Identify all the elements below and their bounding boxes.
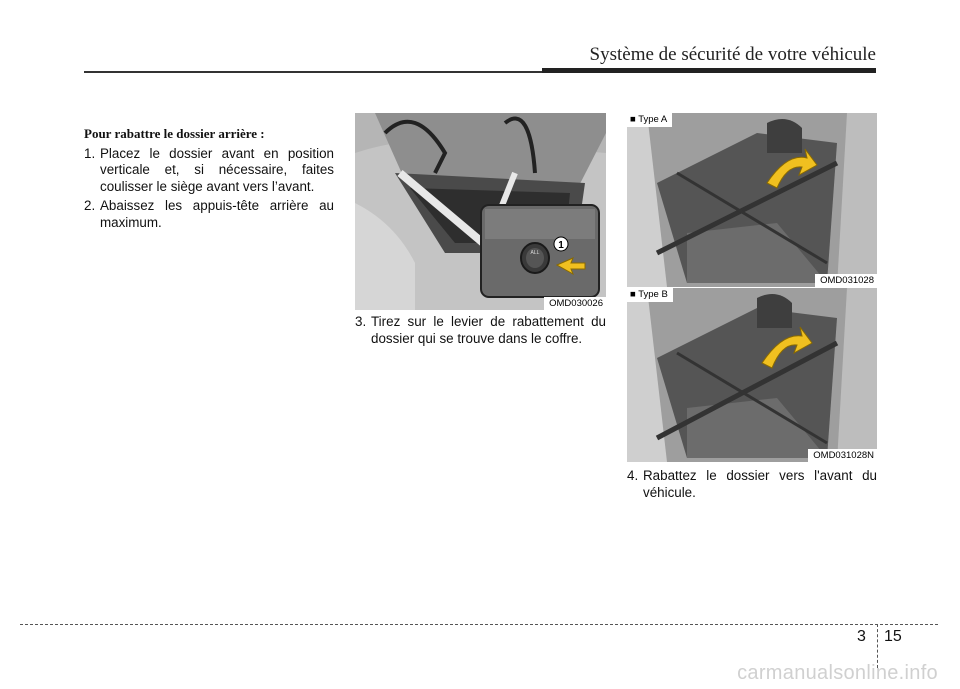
step-4 <box>627 468 877 501</box>
footer-rule <box>20 624 938 625</box>
type-label: ■ Type B <box>627 288 673 302</box>
trunk-lever-photo <box>355 113 606 310</box>
step-number: 1. <box>84 145 96 161</box>
chapter-number: 3 <box>857 628 866 645</box>
step-number: 3. <box>355 314 367 329</box>
header-rule-accent <box>542 68 876 73</box>
type-label: ■ Type A <box>627 113 672 127</box>
step-text: Rabattez le dossier vers l'avant du véhicule. <box>643 468 877 500</box>
page-number: 15 <box>884 628 902 645</box>
figure-code: OMD031028N <box>808 449 877 462</box>
rear-seat-type-a-photo <box>627 113 877 287</box>
watermark: carmanualsonline.info <box>737 662 938 684</box>
callout-number: 1 <box>558 240 564 251</box>
step-text: Tirez sur le levier de rabattement du dossier qui se trouve dans le coffre. <box>371 314 606 346</box>
figure-code: OMD030026 <box>544 297 606 310</box>
step-1 <box>84 146 334 196</box>
knob-label: ALL <box>530 250 540 256</box>
step-text: Placez le dossier avant en position verticale et, si nécessaire, faites coulisser le siège avant vers l’avant. <box>100 145 334 194</box>
rear-seat-type-b-photo <box>627 288 877 462</box>
instructions-column <box>84 126 334 234</box>
step-text: Abaissez les appuis-tête arrière au maximum. <box>100 198 334 230</box>
step-number: 4. <box>627 468 639 483</box>
section-heading: Pour rabattre le dossier arrière : <box>84 126 265 141</box>
page-header-title: Système de sécurité de votre véhicule <box>589 44 876 65</box>
step-2 <box>84 198 334 231</box>
step-3 <box>355 314 606 347</box>
step-number: 2. <box>84 198 96 213</box>
figure-code: OMD031028 <box>815 274 877 287</box>
